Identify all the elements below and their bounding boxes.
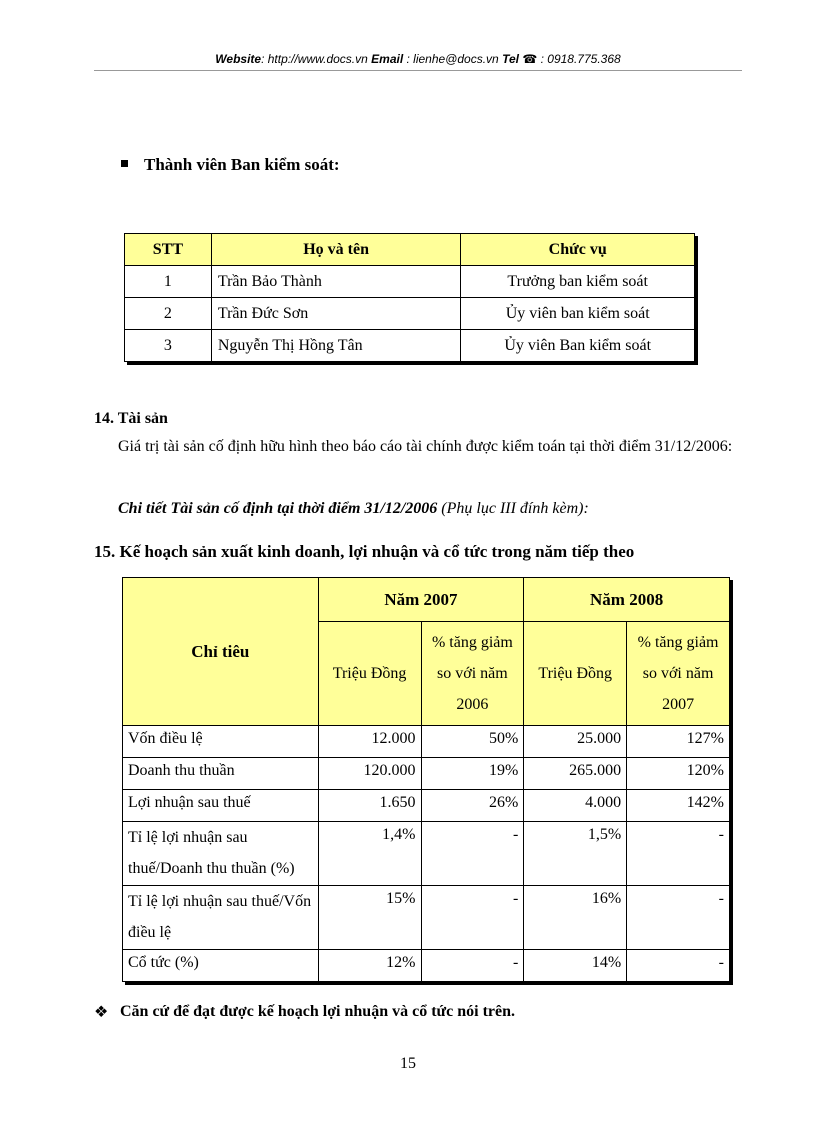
- page-header: [94, 52, 742, 66]
- cell-indicator: Tỉ lệ lợi nhuận sau thuế/Vốn điều lệ: [123, 886, 319, 950]
- table-row: [123, 790, 730, 822]
- assets-detail-bold: Chi tiết Tài sản cố định tại thời điểm 31/12/2006: [118, 500, 438, 517]
- cell-value-2008: 4.000: [524, 790, 627, 822]
- square-bullet-icon: [121, 160, 128, 167]
- cell-stt: 1: [125, 266, 212, 298]
- cell-indicator: Doanh thu thuần: [123, 758, 319, 790]
- cell-value-2007: 12.000: [318, 726, 421, 758]
- cell-value-2008: 1,5%: [524, 822, 627, 886]
- table-header-row: [125, 234, 695, 266]
- cell-indicator: Vốn điều lệ: [123, 726, 319, 758]
- cell-indicator: Lợi nhuận sau thuế: [123, 790, 319, 822]
- cell-pct-2007: 26%: [421, 790, 524, 822]
- supervisory-table: [124, 233, 695, 362]
- col-header-name: Họ và tên: [211, 234, 461, 266]
- cell-value-2007: 15%: [318, 886, 421, 950]
- cell-role: Ủy viên ban kiểm soát: [461, 298, 695, 330]
- cell-name: Trần Đức Sơn: [211, 298, 461, 330]
- col-header-indicator: Chỉ tiêu: [123, 578, 319, 726]
- cell-name: Nguyễn Thị Hồng Tân: [211, 330, 461, 362]
- cell-pct-2008: 120%: [627, 758, 730, 790]
- phone-icon: ☎: [522, 52, 538, 66]
- table-row: [123, 886, 730, 950]
- col-header-role: Chức vụ: [461, 234, 695, 266]
- cell-name: Trần Bảo Thành: [211, 266, 461, 298]
- cell-value-2008: 16%: [524, 886, 627, 950]
- cell-pct-2007: -: [421, 886, 524, 950]
- email-value: : lienhe@docs.vn: [403, 52, 503, 66]
- cell-value-2007: 1.650: [318, 790, 421, 822]
- assets-detail-rest: (Phụ lục III đính kèm):: [437, 500, 589, 517]
- table-row: [125, 266, 695, 298]
- cell-value-2008: 14%: [524, 950, 627, 982]
- header-divider: [94, 70, 742, 71]
- table-row: [123, 822, 730, 886]
- cell-indicator: Cổ tức (%): [123, 950, 319, 982]
- table-row: [123, 726, 730, 758]
- table-row: [123, 758, 730, 790]
- table-row: [125, 330, 695, 362]
- cell-pct-2008: 127%: [627, 726, 730, 758]
- email-label: Email: [371, 52, 404, 66]
- assets-detail-line: [118, 500, 589, 518]
- cell-role: Trưởng ban kiểm soát: [461, 266, 695, 298]
- cell-value-2008: 25.000: [524, 726, 627, 758]
- cell-value-2007: 1,4%: [318, 822, 421, 886]
- table-row: [123, 950, 730, 982]
- cell-pct-2007: -: [421, 822, 524, 886]
- website-value: : http://www.docs.vn: [261, 52, 372, 66]
- diamond-bullet-icon: ❖: [94, 1004, 109, 1021]
- col-header-year-2007: Năm 2007: [318, 578, 524, 622]
- col-header-pct-2007: % tăng giảm so với năm 2006: [421, 622, 524, 726]
- cell-pct-2008: 142%: [627, 790, 730, 822]
- tel-value: : 0918.775.368: [537, 52, 621, 66]
- cell-value-2007: 120.000: [318, 758, 421, 790]
- table-header-row: [123, 578, 730, 622]
- tel-label: Tel: [502, 52, 519, 66]
- plan-heading: 15. Kế hoạch sản xuất kinh doanh, lợi nhuận và cổ tức trong năm tiếp theo: [94, 542, 635, 561]
- assets-heading: 14. Tài sản: [94, 410, 168, 427]
- business-plan-table: [122, 577, 730, 982]
- table-row: [125, 298, 695, 330]
- cell-pct-2007: -: [421, 950, 524, 982]
- cell-indicator: Tỉ lệ lợi nhuận sau thuế/Doanh thu thuần (%): [123, 822, 319, 886]
- col-header-year-2008: Năm 2008: [524, 578, 730, 622]
- cell-value-2007: 12%: [318, 950, 421, 982]
- cell-stt: 3: [125, 330, 212, 362]
- cell-stt: 2: [125, 298, 212, 330]
- conclusion-text: Căn cứ để đạt được kế hoạch lợi nhuận và cổ tức nói trên.: [120, 1003, 515, 1020]
- col-header-unit-2007: Triệu Đồng: [318, 622, 421, 726]
- cell-pct-2007: 19%: [421, 758, 524, 790]
- website-label: Website: [215, 52, 262, 66]
- cell-role: Ủy viên Ban kiểm soát: [461, 330, 695, 362]
- supervisory-heading: Thành viên Ban kiểm soát:: [144, 155, 340, 174]
- cell-pct-2008: -: [627, 886, 730, 950]
- col-header-stt: STT: [125, 234, 212, 266]
- col-header-pct-2008: % tăng giảm so với năm 2007: [627, 622, 730, 726]
- cell-pct-2008: -: [627, 950, 730, 982]
- col-header-unit-2008: Triệu Đồng: [524, 622, 627, 726]
- page-number: 15: [400, 1055, 416, 1072]
- assets-paragraph: Giá trị tài sản cố định hữu hình theo báo cáo tài chính được kiểm toán tại thời điểm 31/12/2006:: [118, 438, 733, 455]
- cell-pct-2007: 50%: [421, 726, 524, 758]
- cell-value-2008: 265.000: [524, 758, 627, 790]
- cell-pct-2008: -: [627, 822, 730, 886]
